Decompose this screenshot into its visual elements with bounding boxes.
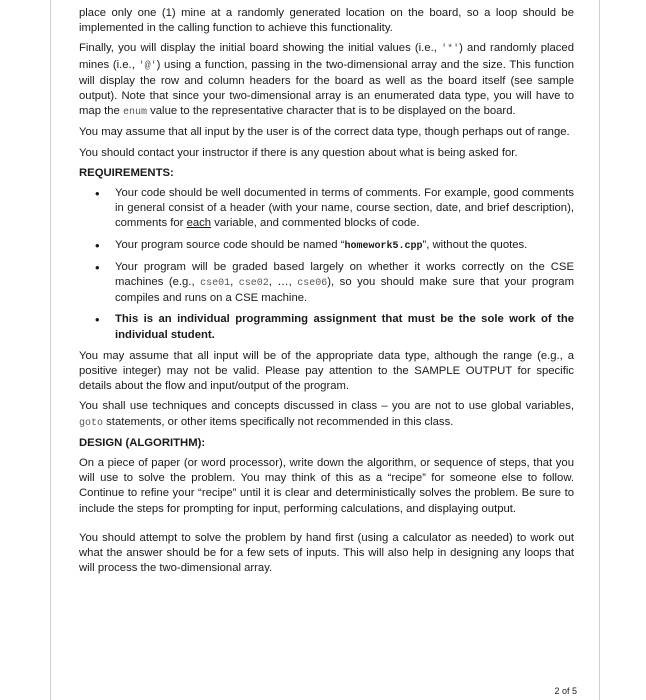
paragraph-solve-by-hand: You should attempt to solve the problem by hand first (using a calculator as needed) to work out what the answer should be for a few sets of inputs. This will also help in designing any loops that will process the two-dimensional array.: [79, 531, 574, 575]
text-run: ), so you should make sure that your program compiles and runs on a CSE machine.: [115, 276, 574, 305]
document-content: [79, 6, 574, 582]
text-run: variable, and commented blocks of code.: [211, 217, 420, 230]
design-heading: DESIGN (ALGORITHM):: [79, 436, 206, 449]
code-goto: goto: [79, 417, 104, 429]
list-item: [95, 259, 574, 307]
text-run: statements, or other items specifically not recommended in this class.: [103, 415, 454, 428]
individual-work-notice: This is an individual programming assignment that must be the sole work of the individual student.: [115, 313, 574, 341]
code-initial-value: '*': [441, 44, 460, 56]
paragraph-data-type: You may assume that all input will be of the appropriate data type, although the range (e.g., a positive integer) may not be valid. Please pay attention to the SAMPLE OUTPUT for specific details about the flow and input/output of the program.: [79, 349, 574, 393]
requirements-heading: REQUIREMENTS:: [79, 166, 174, 179]
bullet-icon: •: [95, 186, 100, 202]
list-item: [95, 312, 574, 342]
code-filename: homework5.cpp: [344, 240, 423, 252]
bullet-icon: •: [95, 312, 100, 328]
paragraph-contact-instructor: You should contact your instructor if there is any question about what is being asked for.: [79, 146, 518, 159]
text-run: Your program source code should be named “: [115, 238, 345, 251]
paragraph-display-board: [79, 41, 574, 120]
text-run: ,: [230, 276, 239, 289]
text-run: You shall use techniques and concepts discussed in class – you are not to use global variables,: [79, 400, 574, 413]
text-run: Your program will be graded based largely on whether it works correctly on the CSE machines (e.g.,: [115, 260, 574, 289]
code-machine: cse02: [238, 278, 269, 290]
text-run: Your code should be well documented in terms of comments. For example, good comments in general consist of a header (with your name, course section, date, and brief description), comments for: [115, 187, 574, 230]
bullet-icon: •: [95, 259, 100, 275]
requirements-list: [79, 186, 574, 343]
text-run: Finally, you will display the initial board showing the initial values (i.e.,: [79, 42, 442, 55]
text-run: ) and randomly placed mines (i.e.,: [79, 42, 574, 71]
text-run: value to the representative character that is to be displayed on the board.: [146, 105, 516, 118]
code-enum: enum: [122, 107, 147, 119]
paragraph-algorithm: On a piece of paper (or word processor), write down the algorithm, or sequence of steps, that you will use to solve the problem. You may think of this as a “recipe” for someone else to follow. Continue to refine your “recipe” until it is clear and deterministically solves the problem. Be sure to include the steps for prompting for input, performing calculations, and displaying output.: [79, 457, 574, 515]
paragraph-techniques: [79, 399, 574, 430]
list-item: [95, 237, 574, 254]
text-run: ”, without the quotes.: [422, 238, 528, 251]
page-number: 2 of 5: [554, 686, 577, 696]
list-item: [95, 186, 574, 232]
text-run: ) using a function, passing in the two-dimensional array and the size. This function will display the row and column headers for the board as well as the board itself (see sample output). Note that since your two-dimensional array is an enumerated data type, you will have to map the: [79, 58, 575, 118]
paragraph-mine-placement: place only one (1) mine at a randomly generated location on the board, so a loop should be implemented in the calling function to achieve this functionality.: [79, 7, 574, 35]
bullet-icon: •: [95, 237, 100, 253]
code-mine-value: '@': [138, 60, 157, 72]
document-page: [50, 0, 600, 700]
paragraph-input-assumption: You may assume that all input by the user is of the correct data type, though perhaps out of range.: [79, 126, 570, 139]
text-run: , …,: [268, 276, 298, 289]
underlined-text: each: [186, 217, 212, 230]
code-machine: cse06: [297, 278, 328, 290]
code-machine: cse01: [200, 278, 231, 290]
